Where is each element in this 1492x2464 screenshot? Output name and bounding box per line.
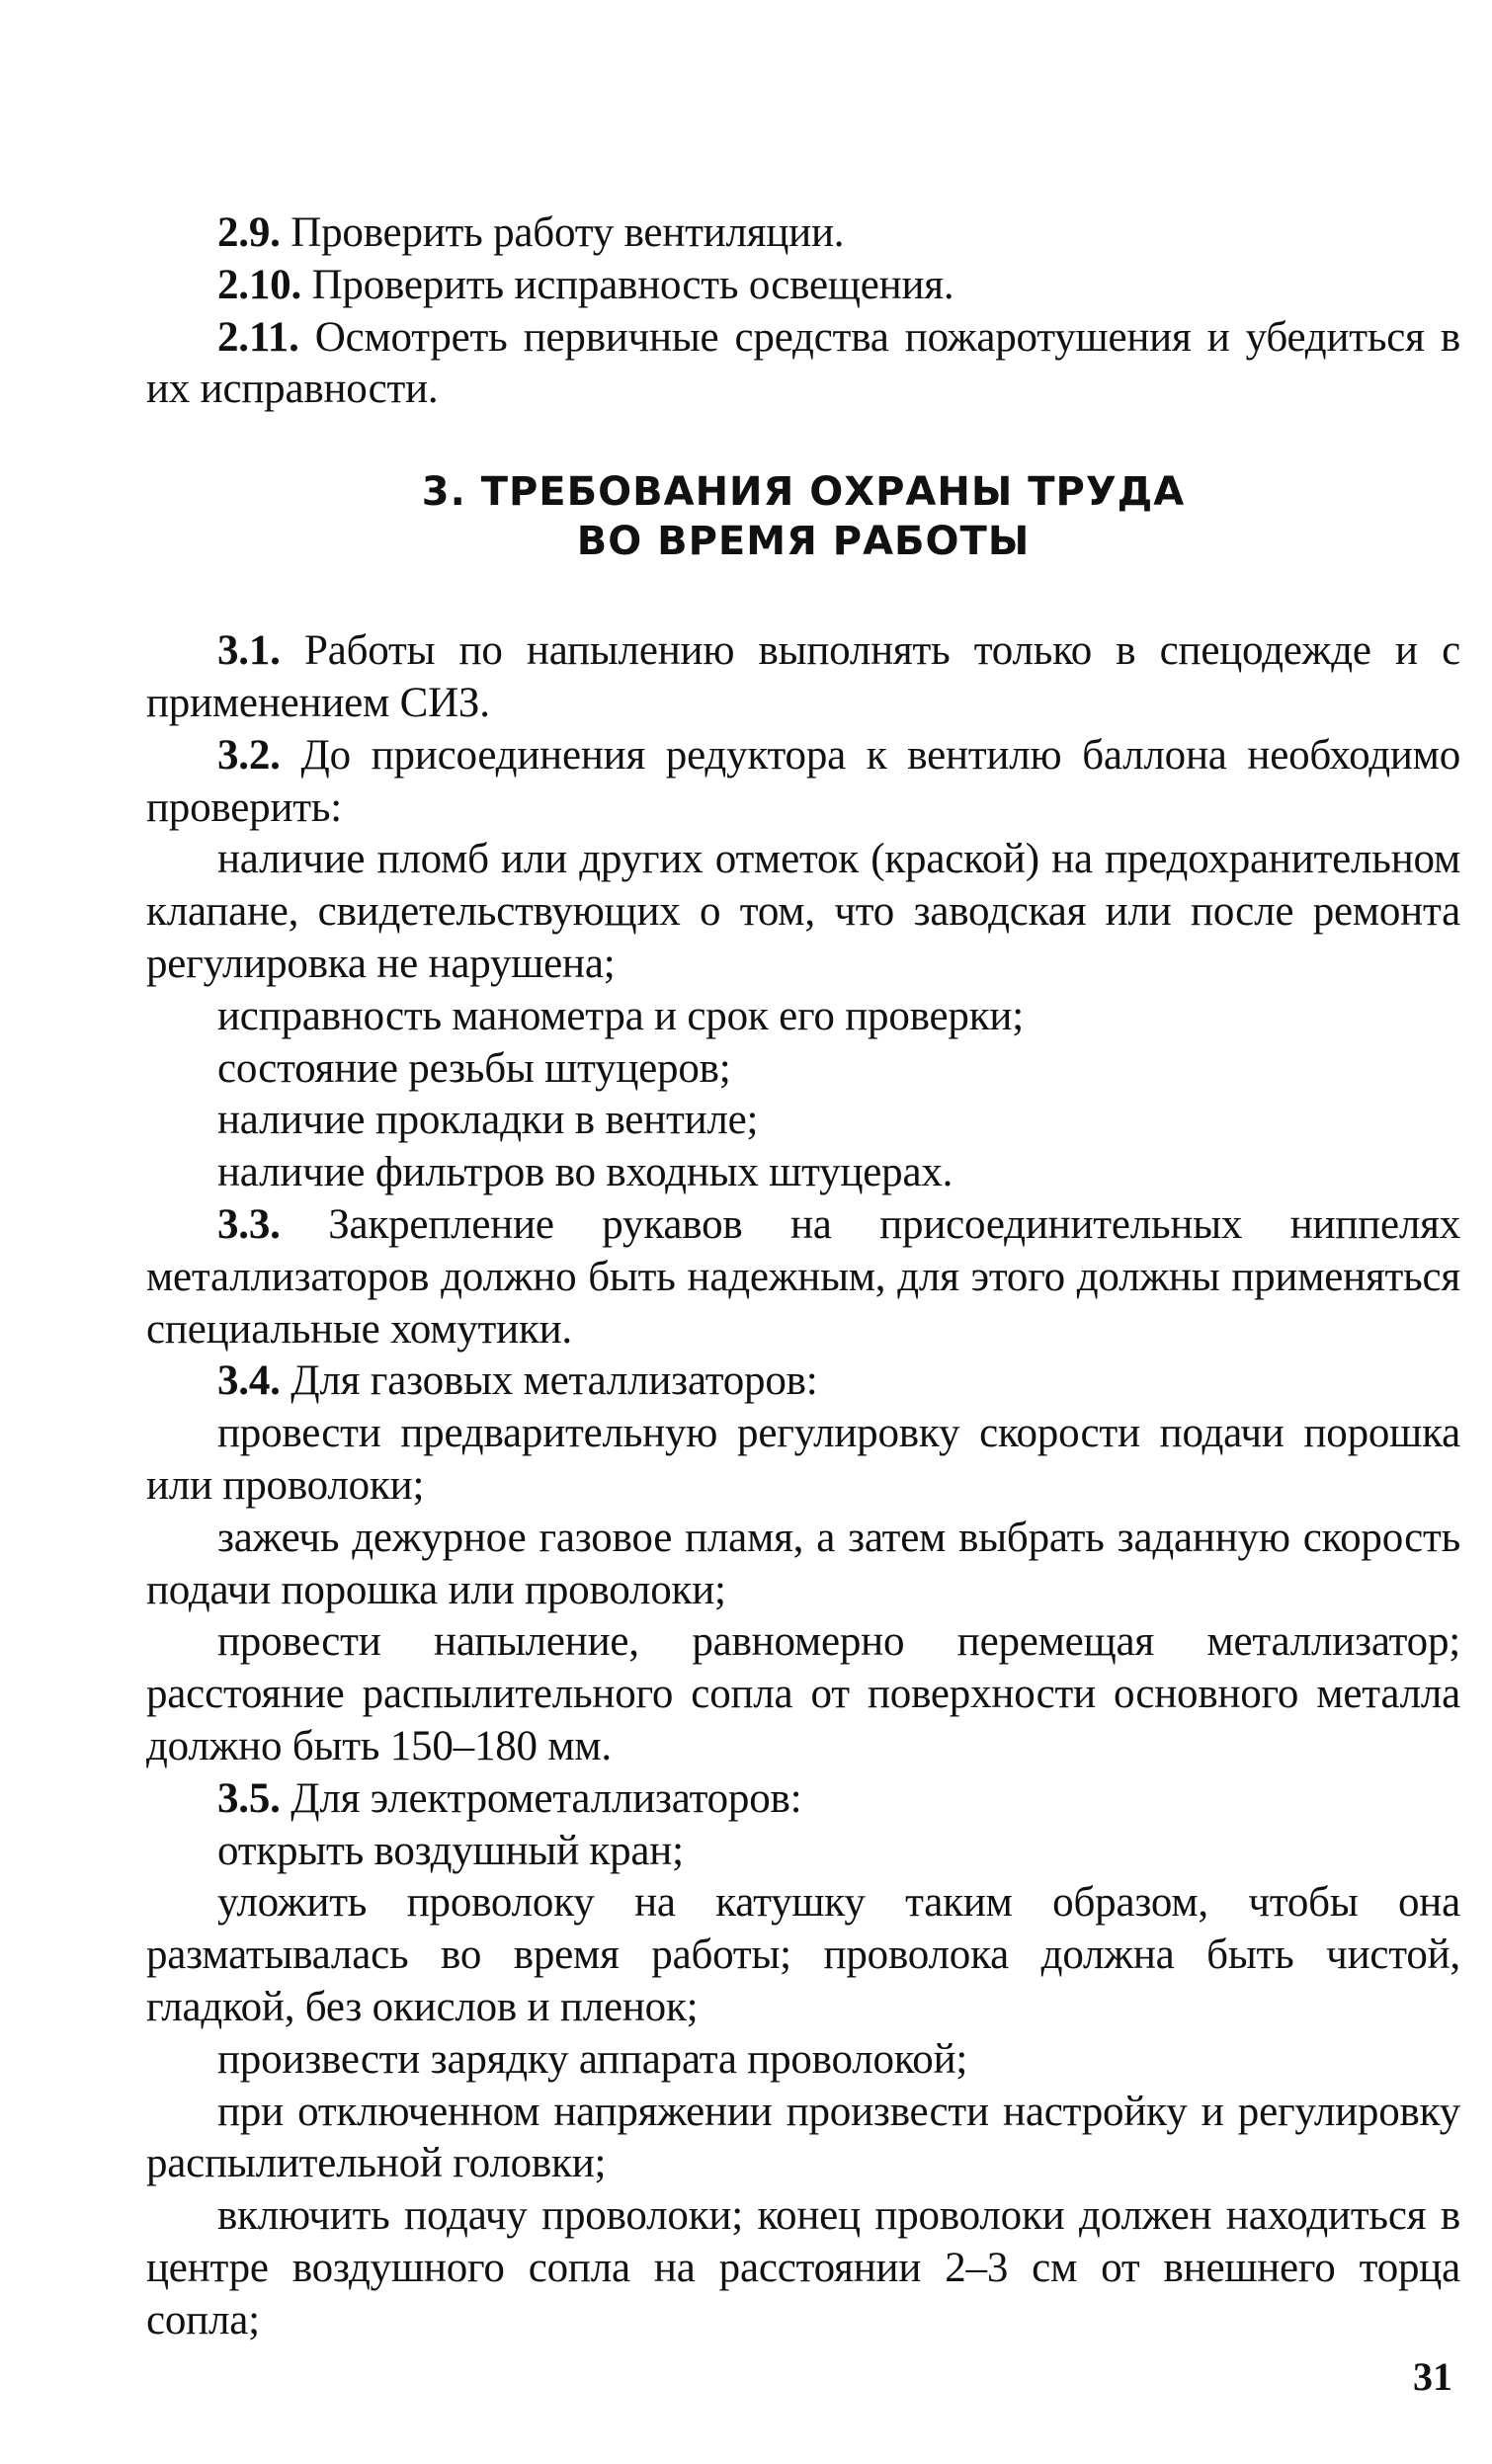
page-number: 31 [1413,2354,1452,2399]
section-heading-line1: 3. ТРЕБОВАНИЯ ОХРАНЫ ТРУДА [421,469,1186,516]
list-item: исправность манометра и срок его проверки; [217,992,1024,1039]
item-number: 3.5. [217,1774,281,1822]
list-item: провести предварительную регулировку скорости подачи порошка или проволоки; [146,1410,1460,1509]
item-text: Проверить исправность освещения. [301,261,954,308]
item-text: Закрепление рукавов на присоединительных ниппелях металлизаторов должно быть надежным, для этого должны применяться специальные хомутики. [146,1200,1460,1353]
item-text: Осмотреть первичные средства пожаротушения и убедиться в их исправности. [146,313,1460,413]
item-number: 3.1. [217,627,281,675]
item-number: 2.10. [217,261,302,308]
list-item: уложить проволоку на катушку таким образом, чтобы она разматывалась во время работы; проволока должна быть чистой, гладкой, без окислов и пленок; [146,1879,1460,2030]
list-item: открыть воздушный кран; [217,1827,684,1874]
item-number: 3.2. [217,731,281,779]
list-item: наличие фильтров во входных штуцерах. [217,1149,953,1196]
list-item: провести напыление, равномерно перемещая металлизатор; расстояние распылительного сопла от поверхности основного металла должно быть 150–180 мм. [146,1618,1460,1769]
item-number: 3.4. [217,1357,281,1405]
item-3-5 [146,1773,1460,1826]
list-item: зажечь дежурное газовое пламя, а затем выбрать заданную скорость подачи порошка или проволоки; [146,1514,1460,1613]
list-item: состояние резьбы штуцеров; [217,1044,731,1092]
item-text: Проверить работу вентиляции. [280,209,845,256]
item-3-4 [146,1355,1460,1408]
section-heading [146,467,1460,566]
page-body [146,207,1460,2346]
item-text: Работы по напылению выполнять только в спецодежде и с применением СИЗ. [146,627,1460,726]
list-item: произвести зарядку аппарата проволокой; [217,2035,968,2083]
item-number: 2.11. [217,313,299,361]
section-heading-line2: ВО ВРЕМЯ РАБОТЫ [576,519,1031,565]
item-2-10 [146,260,1460,312]
item-text: Для электрометаллизаторов: [280,1774,802,1822]
list-item: включить подачу проволоки; конец проволоки должен находиться в центре воздушного сопла на расстоянии 2–3 см от внешнего торца сопла; [146,2192,1460,2343]
list-item: при отключенном напряжении произвести настройку и регулировку распылительной головки; [146,2088,1460,2187]
item-2-11 [146,312,1460,417]
list-item: наличие пломб или других отметок (краской) на предохранительном клапане, свидетельствующих о том, что заводская или после ремонта регулировка не нарушена; [146,836,1460,987]
item-number: 3.3. [217,1200,281,1248]
list-item: наличие прокладки в вентиле; [217,1097,759,1144]
item-text: Для газовых металлизаторов: [280,1357,818,1405]
item-3-1 [146,625,1460,730]
item-3-3 [146,1199,1460,1355]
item-3-2 [146,730,1460,835]
item-number: 2.9. [217,209,281,256]
item-text: До присоединения редуктора к вентилю баллона необходимо проверить: [146,731,1460,831]
item-2-9 [146,207,1460,260]
